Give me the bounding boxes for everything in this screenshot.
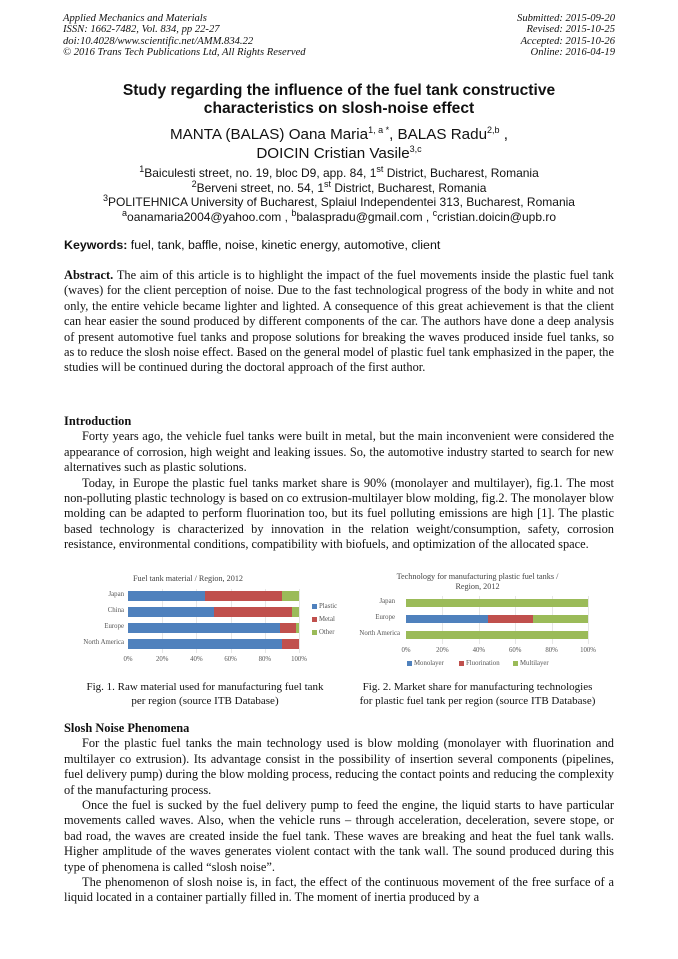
paper-title — [64, 82, 614, 118]
affiliation-1: $^1$Baiculesti street, no. 19, bloc D9, app. 84, 1st District, Bucharest, Romania — [139, 164, 539, 180]
author-1-affil: 1, a * — [368, 124, 390, 135]
introduction-heading: Introduction — [64, 414, 132, 428]
bar-segment-other — [296, 623, 299, 633]
journal-name: Applied Mechanics and Materials — [63, 13, 207, 24]
bar-segment-other — [282, 591, 299, 601]
fig1-x-tick: 20% — [155, 656, 169, 663]
publication-dates — [517, 13, 615, 59]
legend-swatch-icon — [407, 661, 412, 666]
email-link-a[interactable]: oanamaria2004@yahoo.com — [127, 209, 282, 224]
fig2-legend-multilayer: Multilayer — [513, 660, 549, 667]
bar-europe — [406, 615, 588, 623]
fig1-chart-title: Fuel tank material / Region, 2012 — [132, 574, 244, 583]
fig1-category-label: Japan — [108, 591, 124, 598]
bar-segment-metal — [214, 607, 293, 617]
fig2-x-tick: 80% — [545, 647, 558, 654]
bar-segment-multilayer — [406, 599, 588, 607]
fig2-category-label: Japan — [379, 598, 395, 605]
fig2-legend-monolayer: Monolayer — [407, 660, 444, 667]
keywords-text: fuel, tank, baffle, noise, kinetic energy, automotive, client — [127, 238, 441, 252]
author-2-affil: 2,b — [487, 124, 500, 135]
fig1-legend-plastic: Plastic — [312, 603, 337, 610]
introduction-section — [64, 414, 614, 553]
online-date: Online: 2016-04-19 — [530, 47, 615, 59]
fig1-caption: Fig. 1. Raw material used for manufacturing fuel tank per region (source ITB Database) — [86, 681, 324, 707]
fig1-x-tick: 0% — [123, 656, 133, 663]
email-link-c[interactable]: cristian.doicin@upb.ro — [437, 209, 556, 224]
fig2-x-tick: 40% — [472, 647, 486, 654]
introduction-paragraph-2: Today, in Europe the plastic fuel tanks market share is 90% (monolayer and multilayer), fig.1. The most non-polluting plastic technology is based on co extrusion-multilayer blow molding, fig.2. The monolayer blow molding can be adapted to perform fluorination too, but its fuel polluting emissions are high [1]. The plastic based technology is characterized by innovation in the relation weight/consumption, safety, corrosion resistance, environmental conditions, compatibility with biofuels, and optimization of the allocated space. — [64, 475, 614, 552]
slosh-noise-section — [64, 721, 614, 906]
bar-north-america — [128, 639, 299, 649]
fig2-chart — [345, 571, 610, 671]
slosh-paragraph-2: Once the fuel is sucked by the fuel delivery pump to feed the engine, the liquid starts to have particular movements called waves. Also, when the vehicle runs – through acceleration, deceleration, severe stope, or bad road, the waves are created inside the fuel tank. These waves are breaking and heat the fuel tank walls. Higher amplitude of the waves generates violent contact with the tank wall. The sound produced during this type of phenomena is called “slosh noise”. — [64, 798, 614, 874]
issn-line: ISSN: 1662-7482, Vol. 834, pp 22-27 — [63, 24, 220, 36]
slosh-paragraph-1: For the plastic fuel tanks the main technology used is blow molding (monolayer with fluorination and multilayer co extrusion). Its advantage consist in the possibility of insertion several components (pipelines, fuel delivery pump) during the blow molding process, reducing the contact points and reducing the complexity of the manufacturing process. — [64, 736, 614, 797]
fig1-category-label: North America — [83, 639, 124, 646]
bar-japan — [406, 599, 588, 607]
abstract-label: Abstract. — [64, 268, 114, 282]
abstract-text: The aim of this article is to highlight the impact of the fuel movements inside the plastic fuel tank (waves) for the client perception of noise. Due to the fast technological progress of the body in white and not only, the entire vehicle became lighter and lighted. A consequence of this great achievement is that the client can hear easier the sound produced by different components of the car. The authors have done a deep analysis of present automotive fuel tanks and propose solutions for breaking the waves produced inside fuel tanks, so as to reduce the slosh noise effect. Based on the general model of plastic fuel tank emphasized in the paper, the studies will be continued during the doctoral approach of the first author. — [64, 268, 614, 375]
bar-segment-plastic — [128, 623, 280, 633]
keywords-label: Keywords: — [64, 238, 128, 252]
bar-segment-plastic — [128, 591, 205, 601]
author-list: MANTA (BALAS) Oana Maria$^{1, a *}$, BALAS Radu$^{2,b}$ , DOICIN Cristian Vasile$^{3,c}$ — [170, 124, 508, 162]
author-1: MANTA (BALAS) Oana Maria — [170, 126, 369, 143]
bar-segment-metal — [280, 623, 295, 633]
fig1-legend-metal: Metal — [312, 616, 335, 623]
slosh-paragraph-3: The phenomenon of slosh noise is, in fact, the effect of the continuous movement of the free surface of a liquid located in a container partially filled in. The moment of inertia produced by a — [64, 875, 614, 905]
introduction-paragraph-1: Forty years ago, the vehicle fuel tanks were built in metal, but the main inconvenient were considered the appearance of corrosion, high weight and leaking issues. So, the automotive industry started to search for new alternatives such as plastic solutions. — [64, 429, 614, 475]
bar-north-america — [406, 631, 588, 639]
doi-line: doi:10.4028/www.scientific.net/AMM.834.22 — [63, 35, 254, 47]
email-link-b[interactable]: balaspradu@gmail.com — [296, 209, 423, 224]
bar-europe — [128, 623, 299, 633]
bar-segment-multilayer — [406, 631, 588, 639]
bar-segment-plastic — [128, 607, 214, 617]
bar-segment-other — [292, 607, 299, 617]
bar-china — [128, 607, 299, 617]
copyright-line: © 2016 Trans Tech Publications Ltd, All Rights Reserved — [63, 47, 306, 59]
bar-segment-metal — [205, 591, 282, 601]
paper-title-line-1: Study regarding the influence of the fuel tank constructive — [122, 82, 556, 99]
fig2-legend-fluorination: Fluorination — [459, 660, 500, 667]
fig1-legend-other: Other — [312, 629, 334, 636]
fig1-x-tick: 60% — [224, 656, 237, 663]
affiliation-3: $^3$POLITEHNICA University of Bucharest, Splaiul Independentei 313, Bucharest, Romania — [103, 193, 575, 210]
author-2: BALAS Radu — [397, 126, 488, 143]
bar-segment-plastic — [128, 639, 282, 649]
fig1-x-tick: 40% — [190, 656, 203, 663]
bar-segment-monolayer — [406, 615, 488, 623]
submitted-date: Submitted: 2015-09-20 — [517, 13, 615, 24]
fig2-caption: Fig. 2. Market share for manufacturing technologies for plastic fuel tank per region (source ITB Database) — [359, 681, 596, 707]
slosh-noise-heading: Slosh Noise Phenomena — [64, 721, 190, 735]
fig1-category-label: Europe — [104, 623, 124, 630]
fig2-category-label: Europe — [375, 614, 395, 621]
bar-segment-fluorination — [488, 615, 534, 623]
legend-swatch-icon — [312, 617, 317, 622]
abstract — [64, 268, 614, 376]
legend-swatch-icon — [312, 604, 317, 609]
accepted-date: Accepted: 2015-10-26 — [520, 35, 615, 47]
fig1-plot-area — [128, 589, 299, 653]
fig1-x-tick: 100% — [291, 656, 307, 663]
legend-swatch-icon — [513, 661, 518, 666]
fig1-category-label: China — [107, 607, 124, 614]
fig1-chart — [78, 573, 348, 668]
fig2-x-tick: 60% — [508, 647, 522, 654]
author-3-affil: 3,c — [409, 143, 422, 154]
fig2-x-tick: 100% — [580, 647, 596, 654]
fig2-chart-title: Technology for manufacturing plastic fuel tanks / Region, 2012 — [396, 572, 559, 591]
legend-swatch-icon — [312, 630, 317, 635]
fig2-category-label: North America — [359, 630, 400, 637]
bar-segment-multilayer — [533, 615, 588, 623]
journal-info — [63, 13, 306, 59]
revised-date: Revised: 2015-10-25 — [526, 24, 615, 36]
fig2-x-tick: 20% — [436, 647, 449, 654]
legend-swatch-icon — [459, 661, 464, 666]
fig2-x-tick: 0% — [401, 647, 411, 654]
keywords — [64, 238, 440, 252]
fig2-plot-area — [406, 596, 588, 644]
affiliation-2: $^2$Berveni street, no. 54, 1st District, Bucharest, Romania — [191, 178, 487, 195]
bar-japan — [128, 591, 299, 601]
fig1-x-tick: 80% — [258, 656, 272, 663]
paper-title-line-2: characteristics on slosh-noise effect — [203, 100, 475, 117]
email-list: $^a$oanamaria2004@yahoo.com , $^b$balaspradu@gmail.com , $^c$cristian.doicin@upb.ro — [122, 207, 556, 224]
affiliations — [64, 166, 614, 224]
author-3: DOICIN Cristian Vasile — [256, 145, 410, 162]
bar-segment-metal — [282, 639, 299, 649]
